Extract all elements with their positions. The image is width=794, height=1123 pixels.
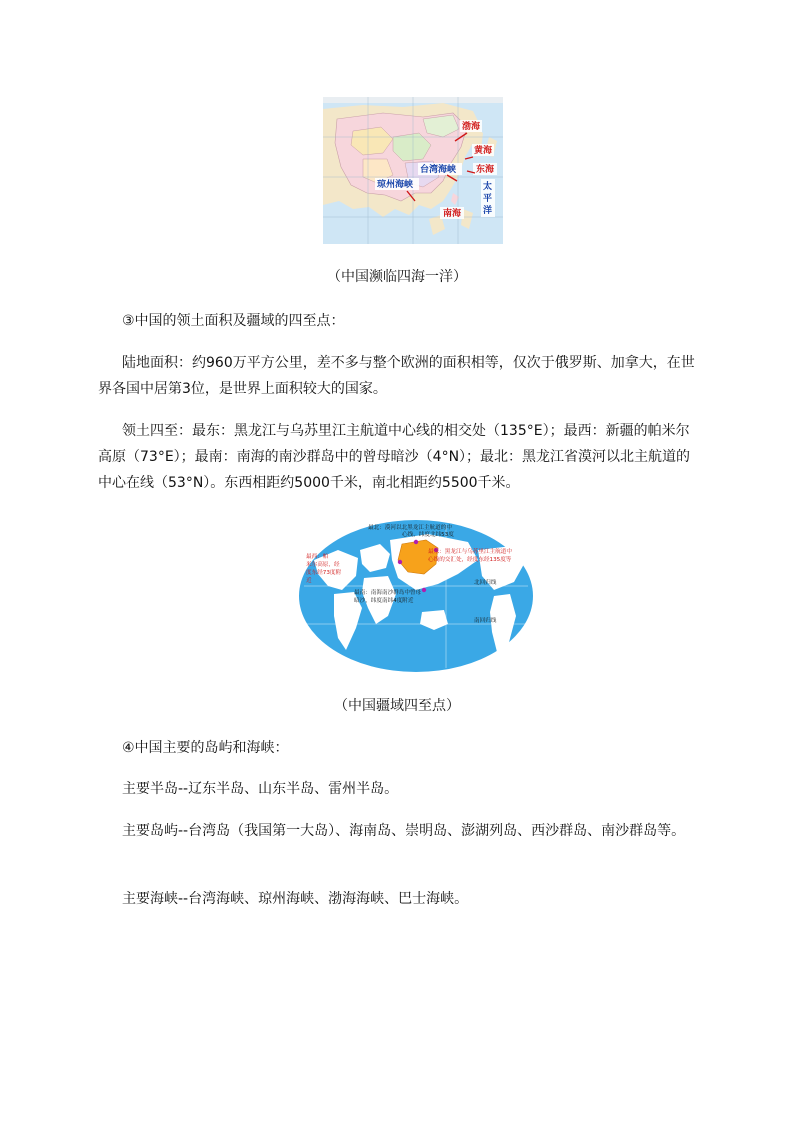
- section4-islands-paragraph: 主要岛屿--台湾岛（我国第一大岛）、海南岛、崇明岛、澎湖列岛、西沙群岛、南沙群岛等。: [122, 823, 686, 839]
- label-qiongzhou-strait: 琼州海峡: [377, 180, 414, 190]
- label-north-1: 最北：漠河以北黑龙江主航道的中: [368, 525, 452, 531]
- label-west-2: 米尔高原，经: [306, 562, 340, 568]
- label-south-1: 最南：南海南沙群岛中曾母: [354, 590, 422, 596]
- section3-heading: ③中国的领土面积及疆域的四至点：: [122, 313, 345, 329]
- section3-area-paragraph: 陆地面积：约960万平方公里，差不多与整个欧洲的面积相等，仅次于俄罗斯、加拿大，在世界各国中居第3位，是世界上面积较大的国家。: [98, 355, 695, 397]
- label-huanghai: 黄海: [474, 146, 493, 156]
- china-seas-map-graphic: [323, 97, 503, 244]
- label-taiwan-strait: 台湾海峡: [420, 165, 457, 175]
- label-bohai: 渤海: [462, 122, 481, 132]
- label-tropic-south: 南回归线: [474, 618, 497, 624]
- china-seas-map: [323, 97, 503, 244]
- label-pacific-3: 洋: [483, 206, 493, 216]
- label-nanhai: 南海: [443, 209, 462, 219]
- label-donghai: 东海: [476, 165, 495, 175]
- section3-extremes-paragraph: 领土四至：最东：黑龙江与乌苏里江主航道中心线的相交处（135°E）；最西：新疆的帕米尔高原（73°E）；最南：南海的南沙群岛中的曾母暗沙（4°N）；最北：黑龙江省漠河以北主航道的中心在线（53°N）。东西相距约5000千米，南北相距约5500千米。: [98, 423, 691, 491]
- label-west-3: 度东经73度附: [306, 570, 342, 576]
- map2-caption: （中国疆域四至点）: [334, 698, 460, 714]
- map1-caption: （中国濒临四海一洋）: [327, 269, 467, 285]
- label-south-2: 暗沙，纬度南纬4度附近: [354, 598, 414, 604]
- label-east-1: 最东：黑龙江与乌苏里江主航道中: [428, 549, 512, 555]
- label-pacific-1: 太: [483, 182, 493, 192]
- section4-peninsulas-paragraph: 主要半岛--辽东半岛、山东半岛、雷州半岛。: [122, 781, 399, 797]
- section4-heading: ④中国主要的岛屿和海峡：: [122, 740, 289, 756]
- label-west-4: 近: [306, 578, 312, 584]
- label-pacific-2: 平: [483, 194, 493, 204]
- label-west-1: 最西：帕: [306, 554, 329, 560]
- label-east-2: 心线的交汇处，经度东经135度等: [428, 557, 512, 563]
- label-north-2: 心线，纬度北纬53度: [402, 532, 454, 538]
- world-map-graphic: [298, 520, 534, 672]
- china-extremes-world-map: [298, 520, 534, 672]
- label-tropic-north: 北回归线: [474, 580, 497, 586]
- section4-straits-paragraph: 主要海峡--台湾海峡、琼州海峡、渤海海峡、巴士海峡。: [122, 891, 469, 907]
